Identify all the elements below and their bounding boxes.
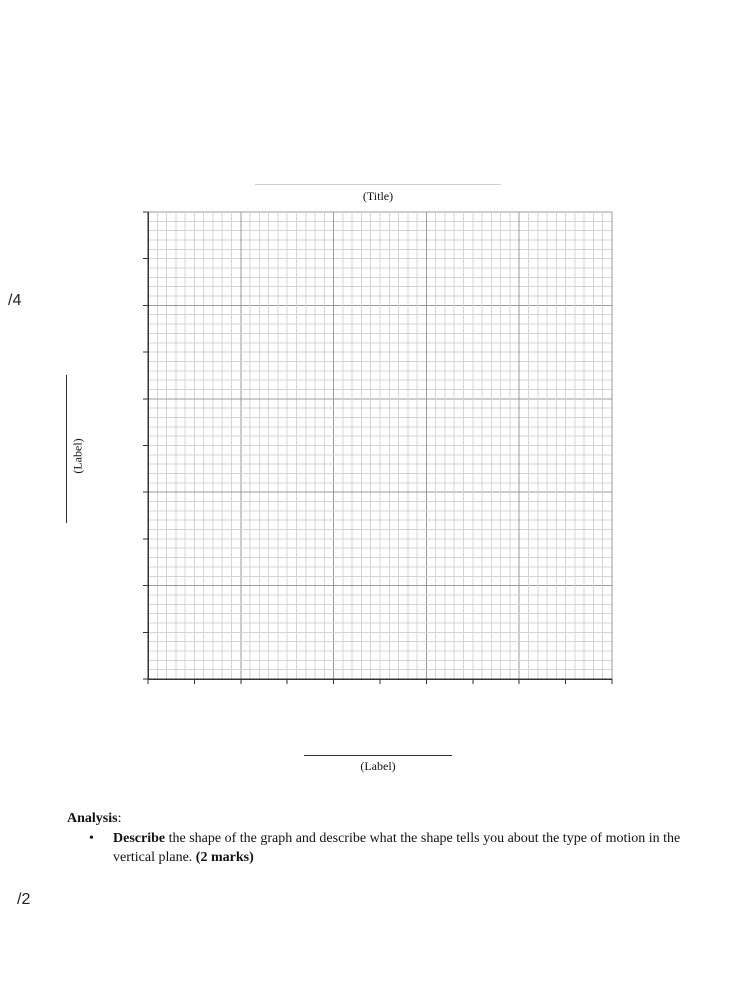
y-axis-label-entry-line[interactable] [66,375,67,523]
x-axis-label-placeholder: (Label) [360,759,396,773]
y-axis-label-placeholder: (Label) [70,438,85,474]
score-mark-bottom: /2 [17,891,31,908]
analysis-item-verb: Describe [113,831,166,846]
graph-title-placeholder: (Title) [362,189,394,203]
graph-paper-grid[interactable] [138,208,618,688]
bullet-icon: • [89,831,94,846]
analysis-heading-row [67,809,687,828]
analysis-heading: Analysis [67,811,118,826]
title-entry-line[interactable] [255,184,501,185]
analysis-section [67,809,687,867]
x-axis-label-entry-line[interactable] [304,755,452,756]
score-mark-top: /4 [8,292,22,309]
analysis-bullet-item [67,829,687,867]
analysis-item-marks: (2 marks) [195,850,254,865]
analysis-item-text: the shape of the graph and describe what the shape tells you about the type of motion in the vertical plane. [113,831,681,865]
analysis-heading-colon: : [117,811,122,826]
